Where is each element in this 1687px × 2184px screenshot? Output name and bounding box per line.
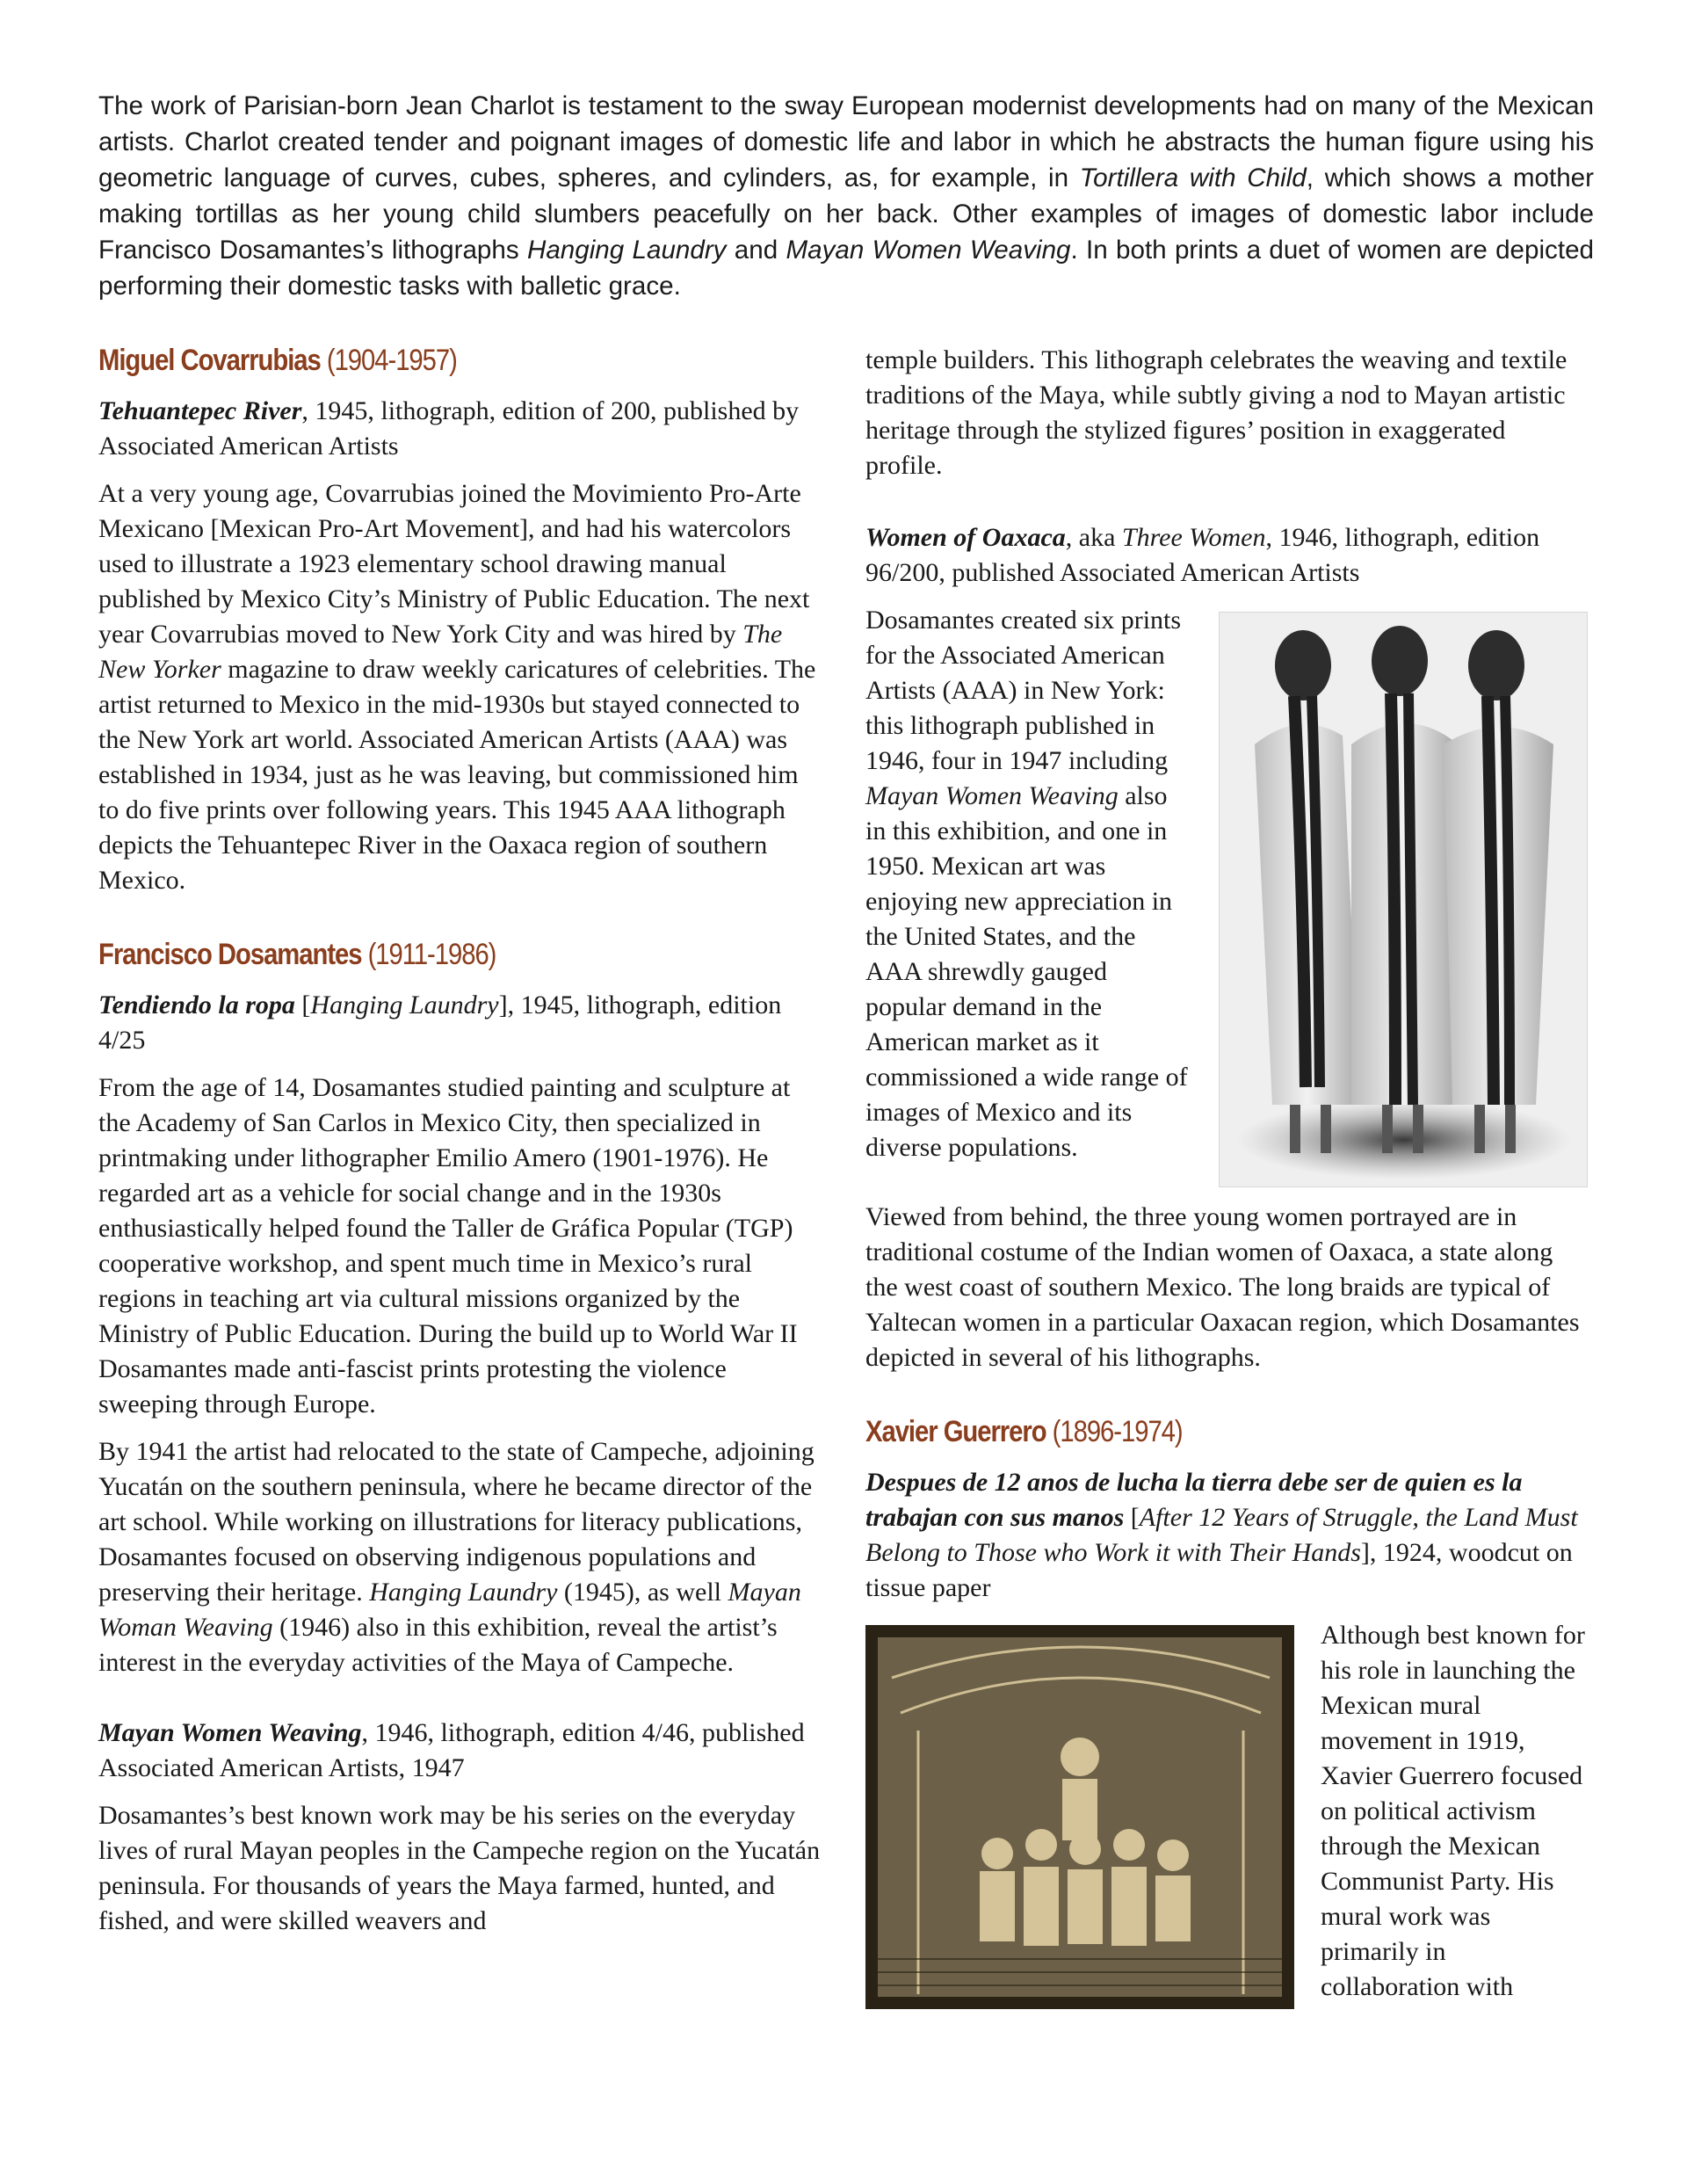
heading-covarrubias: Miguel Covarrubias (1904-1957) — [98, 344, 457, 377]
guerrero-work-caption: Despues de 12 anos de lucha la tierra debe ser de quien es la trabajan con sus manos [After 12 Years of Struggle, the Land Must Belong to Those who Work it with Their Hands], 1924, woodcut on tissue paper — [865, 1468, 1578, 1602]
left-column — [98, 341, 821, 1939]
right-column — [865, 343, 1588, 2009]
dosamantes-bio-3: Dosamantes’s best known work may be his series on the everyday lives of rural Mayan peoples in the Campeche region on the Yucatán peninsula. For thousands of years the Maya farmed, hunted, and fished, and were skilled weavers and — [98, 1801, 821, 1935]
heading-dosamantes: Francisco Dosamantes (1911-1986) — [98, 938, 496, 971]
intro-paragraph: The work of Parisian-born Jean Charlot is testament to the sway European modernist developments had on many of the Mexican artists. Charlot created tender and poignant images of domestic life and labor in which he abstracts the human figure using his geometric language of curves, cubes, spheres, and cylinders, as, for example, in Tortillera with Child, which shows a mother making tortillas as her young child slumbers peacefully on her back. Other examples of images of domestic labor include Francisco Dosamantes’s lithographs Hanging Laundry and Mayan Women Weaving. In both prints a duet of women are depicted performing their domestic tasks with balletic grace. — [98, 91, 1595, 301]
dosamantes-work1-caption: Tendiendo la ropa [Hanging Laundry], 1945, lithograph, edition 4/25 — [98, 990, 782, 1055]
three-women-figure-icon — [1220, 613, 1587, 1186]
dosamantes-bio-5: Viewed from behind, the three young women portrayed are in traditional costume of the Indian women of Oaxaca, a state along the west coast of southern Mexico. The long braids are typical of Yaltecan women in a particular Oaxacan region, which Dosamantes depicted in several of his lithographs. — [865, 1202, 1580, 1372]
dosamantes-bio-1: From the age of 14, Dosamantes studied painting and sculpture at the Academy of San Carlos in Mexico City, then specialized in printmaking under lithographer Emilio Amero (1901-1976). He regarded art as a vehicle for social change and in the 1930s enthusiastically helped found the Taller de Gráfica Popular (TGP) cooperative workshop, and spent much time in Mexico’s rural regions in teaching art via cultural missions organized by the Ministry of Public Education. During the build up to World War II Dosamantes made anti-fascist prints protesting the violence sweeping through Europe. — [98, 1073, 798, 1419]
women-of-oaxaca-block — [865, 603, 1588, 1187]
intro-title-tortillera: Tortillera with Child — [1079, 163, 1307, 192]
guerrero-bio: Although best known for his role in launching the Mexican mural movement in 1919, Xavier Guerrero focused on political activism through the Mexican Communist Party. His mural work was primarily in collaboration with — [1321, 1621, 1585, 2001]
dosamantes-bio-4: Dosamantes created six prints for the Associated American Artists (AAA) in New York: this lithograph published in 1946, four in 1947 including Mayan Women Weaving also in this exhibition, and one in 1950. Mexican art was enjoying new appreciation in the United States, and the AAA shrewdly gauged popular demand in the American market as it commissioned a wide range of images of Mexico and its diverse populations. — [865, 606, 1188, 1162]
dosamantes-bio-3-continued: temple builders. This lithograph celebrates the weaving and textile traditions of the Maya, while subtly giving a nod to Mayan artistic heritage through the stylized figures’ position in exaggerated profile. — [865, 345, 1568, 480]
intro-title-mayan-women: Mayan Women Weaving — [786, 236, 1071, 265]
intro-title-hanging-laundry: Hanging Laundry — [526, 236, 727, 265]
covarrubias-bio: At a very young age, Covarrubias joined the Movimiento Pro-Arte Mexicano [Mexican Pro-Art Movement], and had his watercolors used to illustrate a 1923 elementary school drawing manual published by Mexico City’s Ministry of Public Education. The next year Covarrubias moved to New York City and was hired by The New Yorker magazine to draw weekly caricatures of celebrities. The artist returned to Mexico in the mid-1930s but stayed connected to the New York art world. Associated American Artists (AAA) was established in 1934, just as he was leaving, but commissioned him to do five prints over following years. This 1945 AAA lithograph depicts the Tehuantepec River in the Oaxaca region of southern Mexico. — [98, 479, 816, 895]
dosamantes-bio-2: By 1941 the artist had relocated to the state of Campeche, adjoining Yucatán on the southern peninsula, where he became director of the art school. While working on illustrations for literacy publications, Dosamantes focused on observing indigenous populations and preserving their heritage. Hanging Laundry (1945), as well Mayan Woman Weaving (1946) also in this exhibition, reveal the artist’s interest in the everyday activities of the Maya of Campeche. — [98, 1437, 815, 1677]
dosamantes-work3-caption: Women of Oaxaca, aka Three Women, 1946, lithograph, edition 96/200, published Associated American Artists — [865, 523, 1540, 587]
woodcut-figures-icon — [865, 1625, 1294, 2009]
guerrero-block — [865, 1618, 1588, 2009]
heading-guerrero: Xavier Guerrero (1896-1974) — [865, 1415, 1183, 1448]
dosamantes-work2-caption: Mayan Women Weaving, 1946, lithograph, edition 4/46, published Associated American Artists, 1947 — [98, 1718, 805, 1782]
covarrubias-work-caption: Tehuantepec River, 1945, lithograph, edition of 200, published by Associated American Artists — [98, 396, 800, 461]
women-of-oaxaca-image — [1219, 612, 1588, 1187]
guerrero-woodcut-image — [865, 1625, 1294, 2009]
